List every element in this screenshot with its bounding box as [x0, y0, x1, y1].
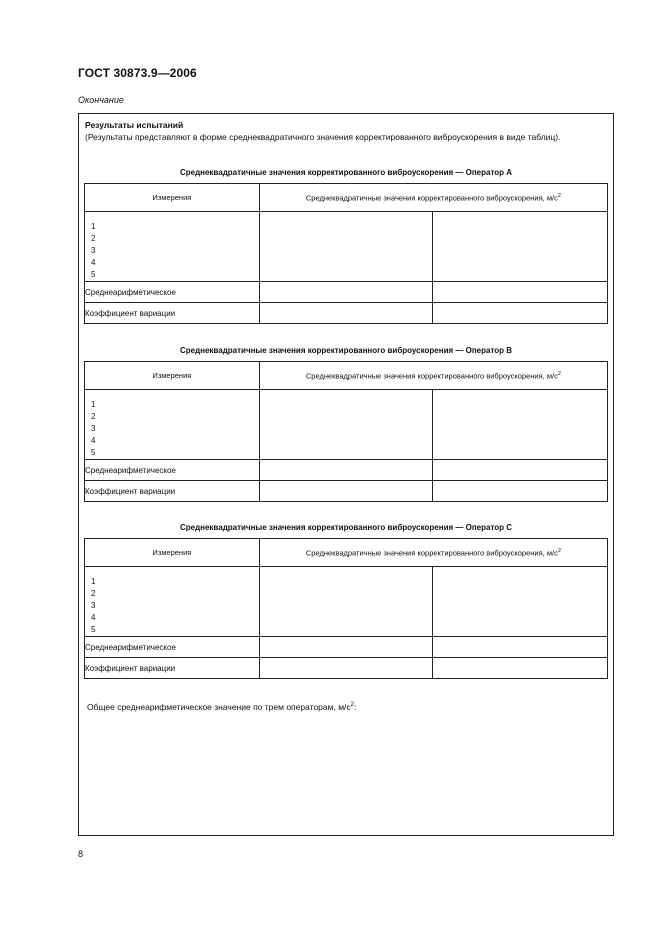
document-code: ГОСТ 30873.9—2006 — [78, 66, 197, 80]
value-cell — [259, 460, 433, 481]
unit-superscript: 2 — [557, 370, 561, 377]
results-table — [84, 361, 608, 502]
overall-mean-text: Общее среднеарифметическое значение по трем операторам, м/с — [87, 702, 351, 712]
measurement-number: 3 — [91, 423, 96, 433]
value-cell — [259, 567, 433, 637]
value-cell — [259, 481, 433, 502]
column-header-rms — [259, 539, 607, 567]
measurement-list — [85, 391, 259, 459]
column-header-label: Среднеквадратичные значения корректированного виброускорения, м/с — [305, 371, 558, 381]
value-cell — [433, 460, 608, 481]
value-cell — [259, 303, 433, 324]
measurement-number: 1 — [91, 221, 96, 231]
measurement-number: 2 — [91, 233, 96, 243]
continuation-label: Окончание — [78, 95, 124, 105]
results-table — [84, 183, 608, 324]
measurement-number: 3 — [91, 245, 96, 255]
measurement-number: 5 — [91, 624, 96, 634]
table-caption: Среднеквадратичные значения корректированного виброускорения — Оператор В — [179, 346, 513, 355]
measurement-number: 3 — [91, 600, 96, 610]
table-section-operator-c — [84, 522, 608, 673]
value-cell — [259, 658, 433, 679]
value-cell — [259, 282, 433, 303]
measurement-list — [85, 213, 259, 281]
value-cell — [433, 303, 608, 324]
results-table — [84, 538, 608, 679]
table-section-operator-b — [84, 345, 608, 496]
value-cell — [259, 212, 433, 282]
measurement-number: 4 — [91, 612, 96, 622]
row-label-cv: Коэффициент вариации — [85, 658, 260, 679]
column-header-label: Измерения — [152, 193, 192, 202]
table-caption: Среднеквадратичные значения корректированного виброускорения — Оператор А — [179, 168, 513, 177]
table-caption: Среднеквадратичные значения корректированного виброускорения — Оператор С — [179, 523, 513, 532]
row-label-mean: Среднеарифметическое — [85, 282, 260, 303]
column-header-label: Среднеквадратичные значения корректированного виброускорения, м/с — [305, 548, 558, 558]
measurements-cell — [85, 390, 260, 460]
unit-superscript: 2 — [350, 702, 354, 709]
row-label-mean: Среднеарифметическое — [85, 637, 260, 658]
column-header-label: Измерения — [152, 371, 192, 380]
measurements-cell — [85, 567, 260, 637]
measurement-number: 1 — [91, 399, 96, 409]
measurement-number: 2 — [91, 411, 96, 421]
column-header-measurements — [85, 184, 260, 212]
value-cell — [433, 567, 608, 637]
unit-superscript: 2 — [557, 192, 561, 199]
column-header-label: Среднеквадратичные значения корректированного виброускорения, м/с — [305, 193, 558, 203]
value-cell — [433, 212, 608, 282]
column-header-measurements — [85, 362, 260, 390]
value-cell — [259, 390, 433, 460]
column-header-rms — [259, 184, 607, 212]
column-header-label: Измерения — [152, 548, 192, 557]
measurement-number: 2 — [91, 588, 96, 598]
row-label-cv: Коэффициент вариации — [85, 303, 260, 324]
row-label-mean: Среднеарифметическое — [85, 460, 260, 481]
row-label-cv: Коэффициент вариации — [85, 481, 260, 502]
column-header-measurements — [85, 539, 260, 567]
measurement-number: 5 — [91, 447, 96, 457]
measurements-cell — [85, 212, 260, 282]
value-cell — [433, 481, 608, 502]
results-frame — [78, 113, 614, 836]
unit-superscript: 2 — [557, 547, 561, 554]
measurement-list — [85, 568, 259, 636]
value-cell — [433, 282, 608, 303]
measurement-number: 5 — [91, 269, 96, 279]
column-header-rms — [259, 362, 607, 390]
results-description: (Результаты представляют в форме среднеквадратичного значения корректированного виброускорения в виде таблиц). — [85, 132, 561, 142]
table-section-operator-a — [84, 167, 608, 318]
value-cell — [433, 637, 608, 658]
measurement-number: 1 — [91, 576, 96, 586]
value-cell — [259, 637, 433, 658]
value-cell — [433, 658, 608, 679]
overall-mean-label — [87, 702, 356, 712]
value-cell — [433, 390, 608, 460]
overall-mean-suffix: : — [354, 702, 357, 712]
measurement-number: 4 — [91, 435, 96, 445]
measurement-number: 4 — [91, 257, 96, 267]
page-number: 8 — [78, 849, 84, 859]
results-title: Результаты испытаний — [85, 120, 184, 130]
